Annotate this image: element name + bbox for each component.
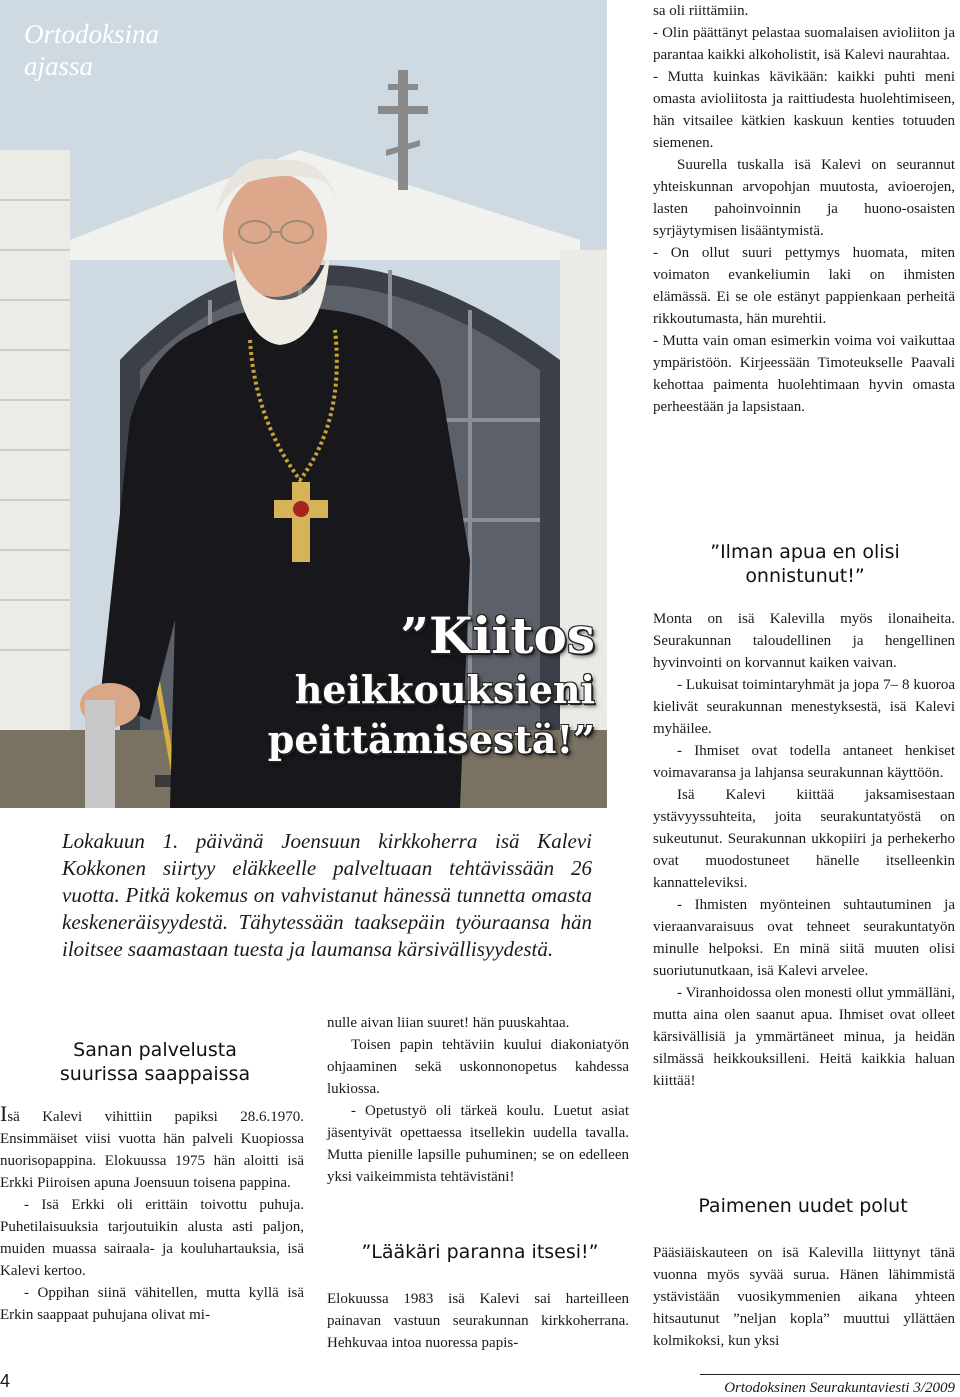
paragraph: - On ollut suuri pettymys huomata, miten voimaton evankeliumin laki on ihmisten elämässä. Ei se ole estänyt pappienkaan perheitä rikkoutumasta, hän murehtii. — [653, 245, 955, 327]
paragraph: Suurella tuskalla isä Kalevi on seurannut yhteiskunnan arvopohjan muutosta, avioerojen, lasten pahoinvoinnin ja huono-osaisten syrjäytymisen lisääntymistä. — [653, 157, 955, 239]
paragraph: - Mutta kuinkas kävikään: kaikki puhti meni omasta avioliitosta ja raittiudesta huolehtimiseen, hän vitsailee kätkien kaskuun kenties totuuden siemenen. — [653, 69, 955, 151]
article-column-left — [0, 1103, 304, 1326]
publication-title: Ortodoksinen Seurakuntaviesti 3/2009 — [724, 1380, 955, 1396]
headline-line-3: peittämisestä!” — [267, 717, 595, 762]
paragraph: - Mutta vain oman esimerkin voima voi vaikuttaa ympäristöön. Kirjeessään Timoteukselle Paavali kehottaa paimenta huolehtimaan hyvin omasta perheestään ja lapsistaan. — [653, 333, 955, 415]
paragraph: - Opetustyö oli tärkeä koulu. Luetut asiat jäsentyivät opettaessa itsellekin uudella tavalla. Mutta pienille lapsille puhuminen; se on edelleen yksi vaikeimmista tehtävistäni! — [327, 1103, 629, 1185]
article-column-middle-bottom — [327, 1288, 629, 1354]
paragraph: sa oli riittämiin. — [653, 3, 749, 19]
article-column-right-final — [653, 1242, 955, 1352]
paragraph: - Ihmisten myönteinen suhtautuminen ja vieraanvaraisuus ovat tehneet seurakuntatyön minulle helpoksi. En minä siitä muuten olisi suoriutunutkaan, isä Kalevi arvelee. — [653, 897, 955, 979]
paragraph: - Isä Erkki oli erittäin toivottu puhuja. Puhetilaisuuksia tarjoutuikin alusta asti paljon, muiden muassa sairaala- ja kouluhartauksia, isä Kalevi kertoo. — [0, 1197, 304, 1279]
headline-line-2: heikkouksieni — [294, 667, 595, 712]
headline-line-1: ”Kiitos — [400, 606, 595, 665]
subheading-paimenen-uudet-polut: Paimenen uudet polut — [698, 1195, 908, 1217]
headline — [215, 607, 595, 765]
drop-cap: I — [0, 1101, 8, 1126]
page-number: 4 — [0, 1371, 11, 1391]
paragraph: - Ihmiset ovat todella antaneet henkiset voimavaransa ja lahjansa seurakunnan käyttöön. — [653, 743, 955, 781]
paragraph: Elokuussa 1983 isä Kalevi sai harteilleen painavan vastuun seurakunnan kirkkoherrana. Hehkuvaa intoa nuoressa papis- — [327, 1291, 629, 1351]
paragraph: Monta on isä Kalevilla myös ilonaiheita. Seurakunnan taloudellinen ja hengellinen hyvinvointi on korvannut kaiken vaivan. — [653, 611, 955, 671]
paragraph — [0, 1103, 304, 1194]
section-label: Ortodoksina ajassa — [24, 19, 159, 81]
paragraph: - Lukuisat toimintaryhmät ja jopa 7– 8 kuoroa kielivät seurakunnan menestyksestä, isä Kalevi myhäilee. — [653, 677, 955, 737]
article-column-middle — [327, 1012, 629, 1188]
paragraph: - Olin päättänyt pelastaa suomalaisen avioliiton ja parantaa kaikki alkoholistit, isä Kalevi naurahtaa. — [653, 25, 955, 63]
paragraph: Pääsiäiskauteen on isä Kalevilla liittynyt tänä vuonna myös syvää surua. Hänen lähimmistä ystävistään vuosikymmenien aikana yhteen hitsautunut ”neljan kopla” muuttui yllättäen kolmikoksi, kun yksi — [653, 1245, 955, 1349]
article-lead: Lokakuun 1. päivänä Joensuun kirkkoherra isä Kalevi Kokkonen siirtyy eläkkeelle palveltuaan tehtävissään 26 vuotta. Pitkä kokemus on vahvistanut hänessä tunnetta omasta keskeneräisyydestä. Tähytessään taaksepäin työuraansa hän iloitsee saamastaan tuesta ja laumansa kärsivällisyydestä. — [62, 829, 592, 961]
paragraph: - Oppihan siinä vähitellen, mutta kyllä isä Erkin saappaat puhujana olivat mi- — [0, 1285, 304, 1323]
footer-rule — [700, 1374, 960, 1375]
cover-photo — [0, 0, 607, 808]
paragraph: Isä Kalevi kiittää jaksamisestaan ystävyyssuhteita, joita seurakuntatyöstä on sukeutunut. Seurakunnan ukkopiiri ja perhekerho ovat muodostuneet hänelle itselleenkin kannatteleviksi. — [653, 787, 955, 891]
paragraph: Toisen papin tehtäviin kuului diakoniatyön ohjaaminen sekä uskonnonopetus kahdessa lukiossa. — [327, 1037, 629, 1097]
article-column-right-top — [653, 0, 955, 418]
paragraph: - Viranhoidossa olen monesti ollut ymmälläni, mutta aina olen saanut apua. Ihmiset ovat olleet kärsivällisiä ja ymmärtäneet minua, ja heidän silmässä heikkouksilleni. Heitä kaikkia haluan kiittää! — [653, 985, 955, 1089]
subheading-laakari: ”Lääkäri paranna itsesi!” — [361, 1241, 599, 1263]
subheading-sanan-palvelusta: Sanan palvelusta suurissa saappaissa — [59, 1039, 251, 1085]
paragraph-text: sä Kalevi vihittiin papiksi 28.6.1970. Ensimmäiset viisi vuotta hän palveli Kuopiossa nuorisopappina. Elokuussa 1975 hän aloitti isä Erkki Piiroisen apuna Joensuun toisena pappina. — [0, 1109, 304, 1191]
paragraph: nulle aivan liian suuret! hän puuskahtaa. — [327, 1015, 570, 1031]
subheading-ilman-apua: ”Ilman apua en olisi onnistunut!” — [710, 541, 900, 587]
article-column-right-bottom — [653, 608, 955, 1092]
